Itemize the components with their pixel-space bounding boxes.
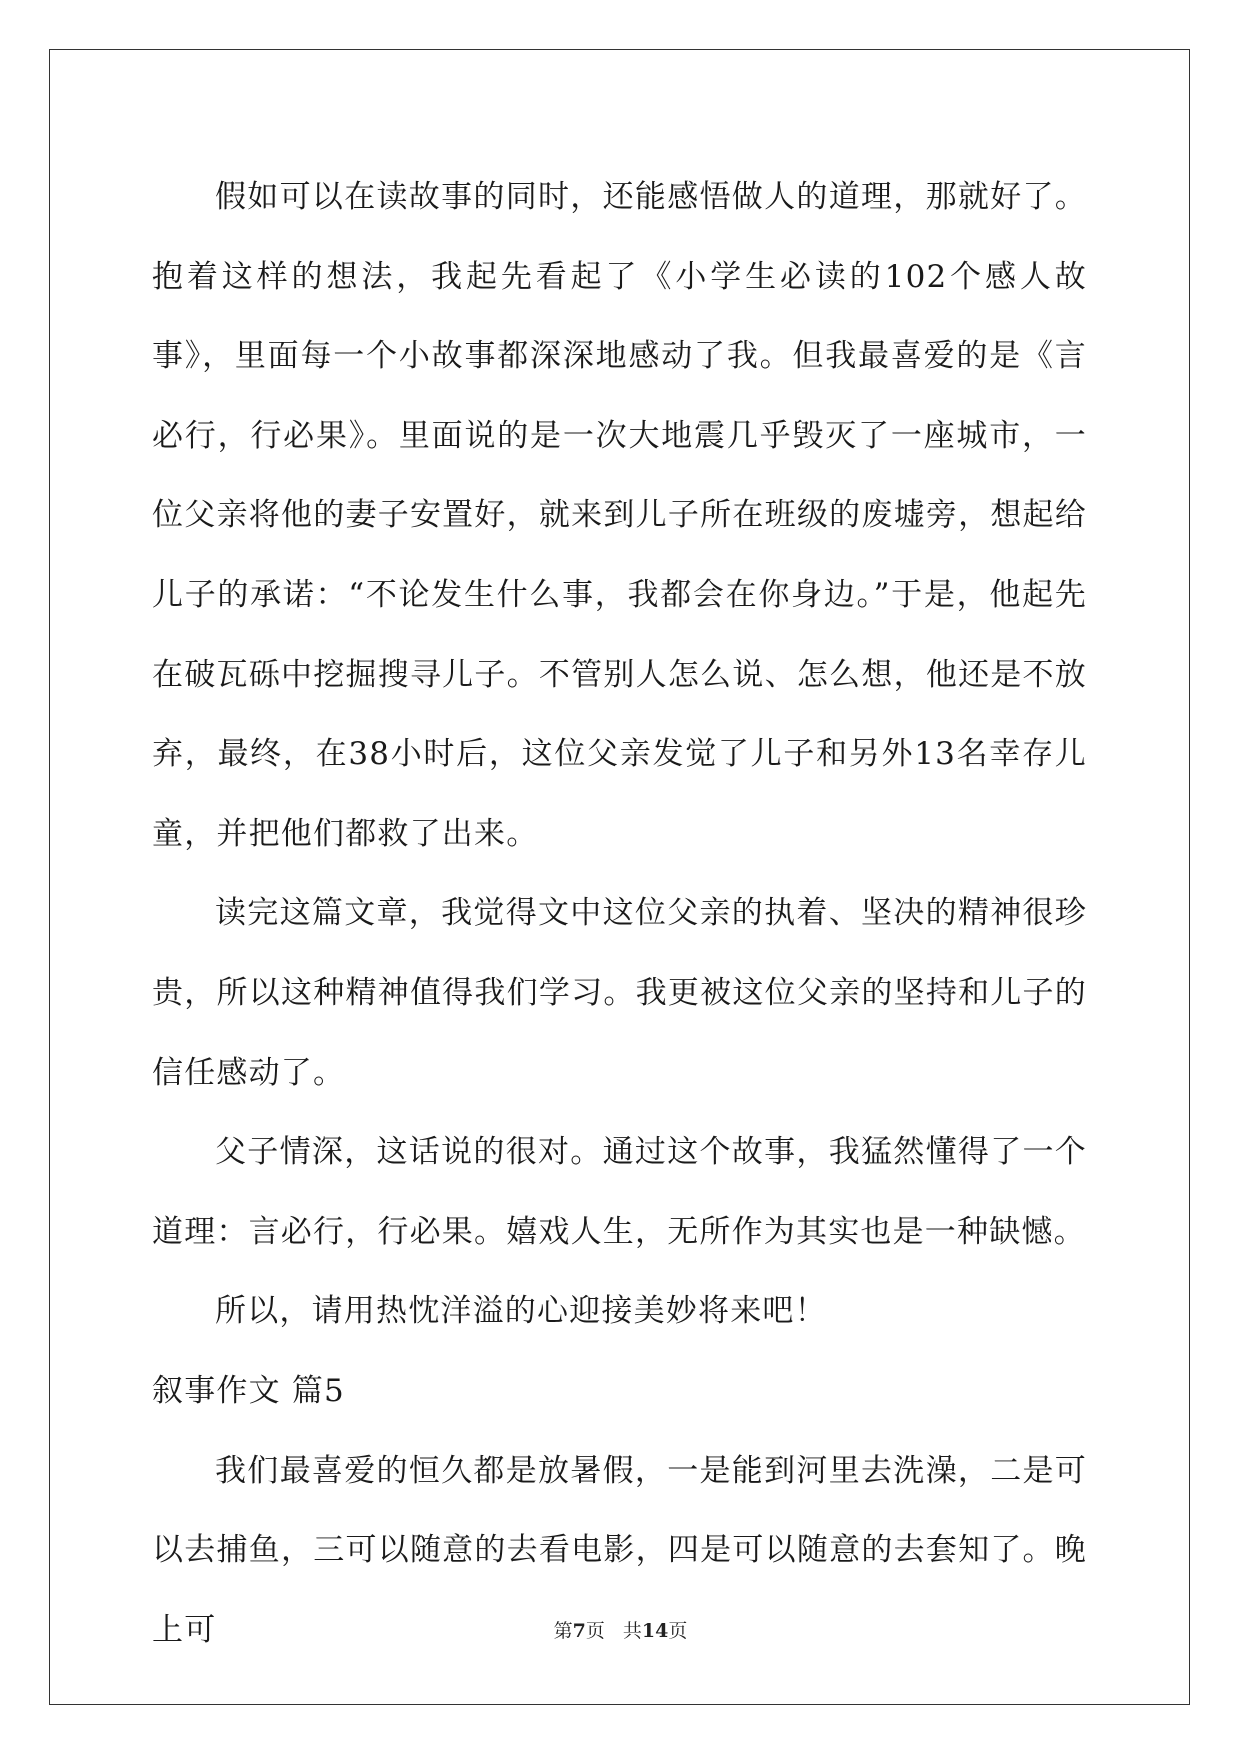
- footer-prefix: 第: [553, 1620, 573, 1642]
- document-body: [152, 158, 1087, 1670]
- paragraph-4: 所以，请用热忱洋溢的心迎接美妙将来吧！: [215, 1293, 827, 1330]
- section-heading: 叙事作文 篇5: [152, 1372, 345, 1409]
- page-footer: [0, 1616, 1241, 1643]
- paragraph-2: 读完这篇文章，我觉得文中这位父亲的执着、坚决的精神很珍贵，所以这种精神值得我们学习。我更被这位父亲的坚持和儿子的信任感动了。: [152, 895, 1087, 1091]
- footer-page-suffix: 页: [585, 1620, 605, 1642]
- paragraph-1: 假如可以在读故事的同时，还能感悟做人的道理，那就好了。抱着这样的想法，我起先看起了《小学生必读的102个感人故事》，里面每一个小故事都深深地感动了我。但我最喜爱的是《言必行，行必果》。里面说的是一次大地震几乎毁灭了一座城市，一位父亲将他的妻子安置好，就来到儿子所在班级的废墟旁，想起给儿子的承诺：“不论发生什么事，我都会在你身边。”于是，他起先在破瓦砾中挖掘搜寻儿子。不管别人怎么说、怎么想，他还是不放弃，最终，在38小时后，这位父亲发觉了儿子和另外13名幸存儿童，并把他们都救了出来。: [152, 179, 1087, 852]
- footer-total-prefix: 共: [622, 1620, 642, 1642]
- footer-page-number: 7: [572, 1620, 586, 1642]
- footer-total-pages: 14: [641, 1620, 669, 1642]
- section-paragraph: 我们最喜爱的恒久都是放暑假，一是能到河里去洗澡，二是可以去捕鱼，三可以随意的去看电影，四是可以随意的去套知了。晚上可: [152, 1452, 1087, 1648]
- paragraph-3: 父子情深，这话说的很对。通过这个故事，我猛然懂得了一个道理：言必行，行必果。嬉戏人生，无所作为其实也是一种缺憾。: [152, 1134, 1087, 1250]
- footer-total-suffix: 页: [668, 1620, 688, 1642]
